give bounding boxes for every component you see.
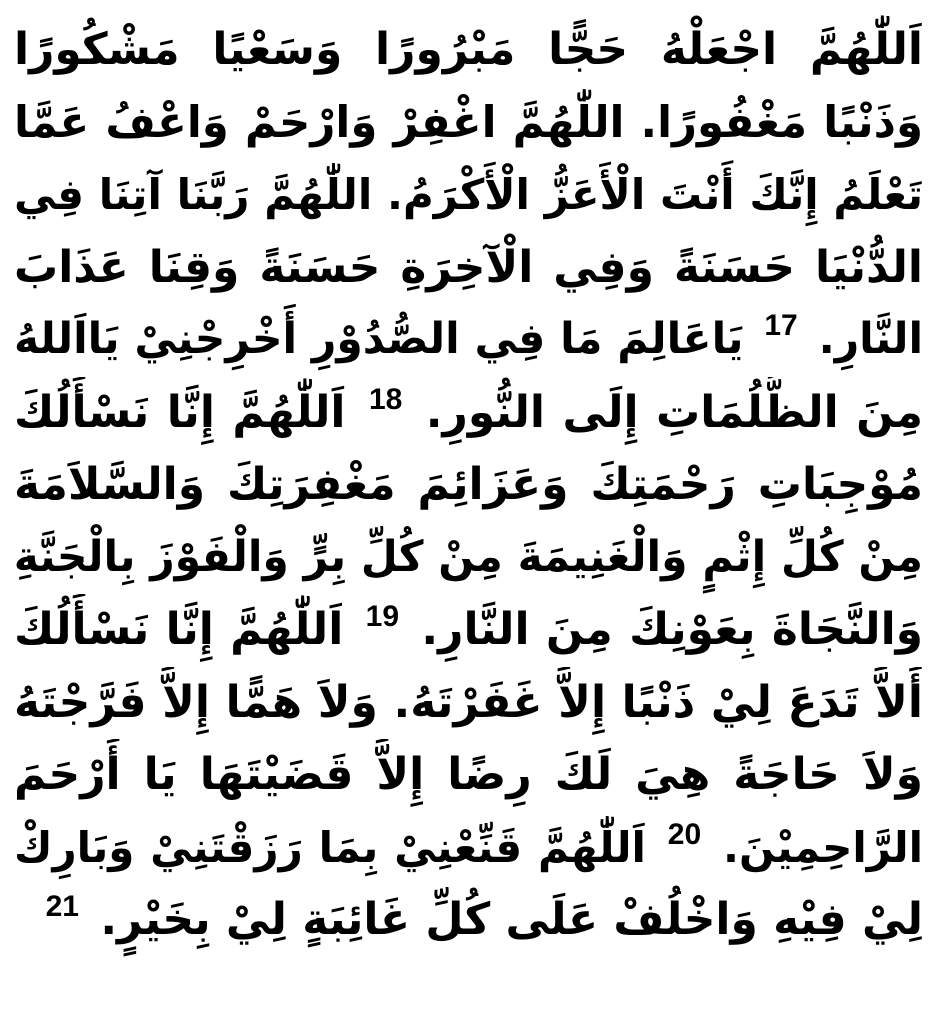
text-line bbox=[14, 377, 923, 450]
text-segment: اَللّٰهُمَّ إِنَّا نَسْأَلُكَ bbox=[14, 604, 344, 655]
text-line bbox=[14, 232, 923, 305]
text-segment: الدُّنْيَا حَسَنَةً وَفِي الْآخِرَةِ حَسَنَةً وَقِنَا عَذَابَ bbox=[14, 241, 923, 293]
text-line bbox=[14, 159, 923, 232]
text-line bbox=[14, 522, 923, 595]
verse-number: 21 bbox=[45, 890, 79, 923]
text-segment: لِيْ فِيْهِ وَاخْلُفْ عَلَى كُلِّ غَائِبَةٍ لِيْ بِخَيْرٍ. bbox=[100, 894, 923, 945]
text-segment: وَذَنْبًا مَغْفُورًا. اللّٰهُمَّ اغْفِرْ وَارْحَمْ وَاعْفُ عَمَّا bbox=[14, 97, 923, 148]
text-line bbox=[14, 304, 923, 377]
text-segment: مُوْجِبَاتِ رَحْمَتِكَ وَعَزَائِمَ مَغْفِرَتِكَ وَالسَّلاَمَةَ bbox=[14, 459, 923, 510]
verse-number: 19 bbox=[365, 600, 400, 633]
text-line bbox=[14, 739, 923, 812]
verse-number: 17 bbox=[764, 309, 798, 342]
text-line bbox=[14, 667, 923, 740]
text-line bbox=[14, 87, 923, 160]
text-segment: اَللّٰهُمَّ اجْعَلْهُ حَجًّا مَبْرُورًا وَسَعْيًا مَشْكُورًا bbox=[14, 24, 923, 75]
text-segment: اَللّٰهُمَّ قَنِّعْنِيْ بِمَا رَزَقْتَنِيْ وَبَارِكْ bbox=[14, 822, 646, 872]
text-line bbox=[14, 14, 923, 87]
verse-number: 20 bbox=[667, 817, 702, 851]
arabic-prayer-text bbox=[14, 14, 923, 957]
text-segment: يَاعَالِمَ مَا فِي الصُّدُوْرِ أَخْرِجْنِيْ يَااَللهُ bbox=[14, 315, 744, 364]
text-segment: اَللّٰهُمَّ إِنَّا نَسْأَلُكَ bbox=[14, 386, 346, 438]
text-line bbox=[14, 594, 923, 667]
text-line bbox=[14, 884, 923, 957]
text-segment: تَعْلَمُ إِنَّكَ أَنْتَ الْأَعَزُّ الْأَكْرَمُ. اللّٰهُمَّ رَبَّنَا آتِنَا فِي bbox=[14, 170, 923, 219]
text-segment: وَلاَ حَاجَةً هِيَ لَكَ رِضًا إِلاَّ قَضَيْتَهَا يَا أَرْحَمَ bbox=[14, 749, 923, 800]
text-segment: مِنَ الظُّلُمَاتِ إِلَى النُّورِ. bbox=[425, 386, 923, 438]
text-line bbox=[14, 449, 923, 522]
text-segment: وَالنَّجَاةَ بِعَوْنِكَ مِنَ النَّارِ. bbox=[421, 604, 923, 655]
text-segment: أَلاَّ تَدَعَ لِيْ ذَنْبًا إِلاَّ غَفَرْتَهُ. وَلاَ هَمًّا إِلاَّ فَرَّجْتَهُ bbox=[14, 676, 923, 728]
text-segment: مِنْ كُلِّ إِثْمٍ وَالْغَنِيمَةَ مِنْ كُلِّ بِرٍّ وَالْفَوْزَ بِالْجَنَّةِ bbox=[14, 532, 923, 582]
verse-number: 18 bbox=[368, 382, 403, 416]
text-line bbox=[14, 812, 923, 885]
text-segment: النَّارِ. bbox=[818, 315, 923, 364]
text-segment: الرَّاحِمِيْنَ. bbox=[723, 822, 923, 872]
